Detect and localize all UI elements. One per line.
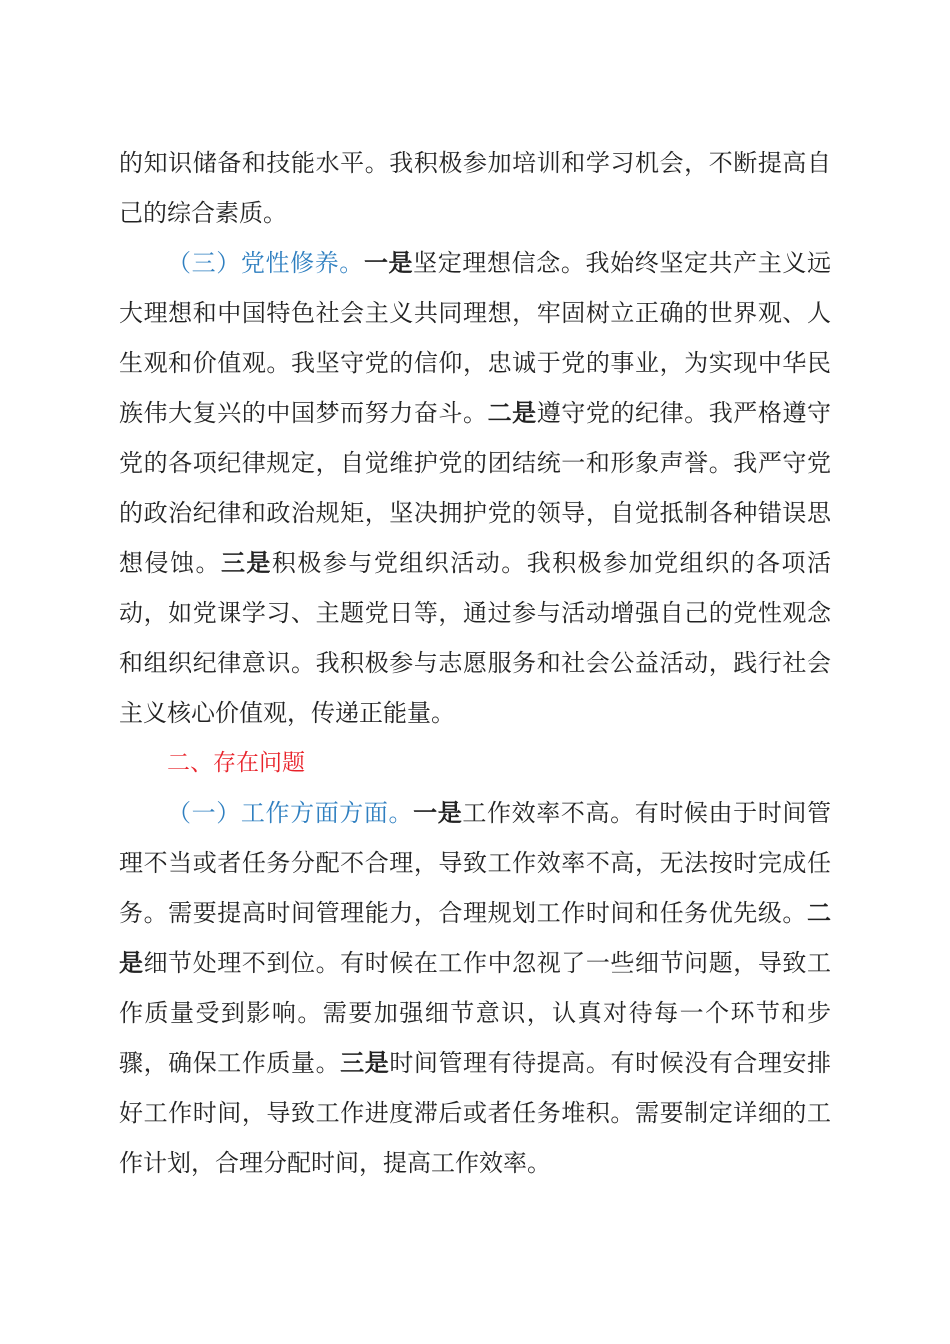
paragraph-text: 时间管理有待提高。有时候没有合理安排好工作时间，导致工作进度滞后或者任务堆积。需要制定详细的工作计划，合理分配时间，提高工作效率。 <box>119 1049 832 1177</box>
paragraph-text: 积极参与党组织活动。我积极参加党组织的各项活动，如党课学习、主题党日等，通过参与活动增强自己的党性观念和组织纪律意识。我积极参与志愿服务和社会公益活动，践行社会主义核心价值观，传递正能量。 <box>119 549 832 727</box>
lead-first: 一是 <box>413 798 463 827</box>
paragraph-text: 的知识储备和技能水平。我积极参加培训和学习机会，不断提高自己的综合素质。 <box>119 149 831 227</box>
paragraph-continuation <box>119 138 831 238</box>
subheading-work-aspects: （一）工作方面方面。 <box>167 799 414 827</box>
paragraph-text: 细节处理不到位。有时候在工作中忽视了一些细节问题，导致工作质量受到影响。需要加强细节意识，认真对待每一个环节和步骤，确保工作质量。 <box>119 949 832 1077</box>
paragraph-work-aspects <box>119 788 831 1188</box>
section-heading-problems: 二、存在问题 <box>167 750 305 776</box>
lead-first: 一是 <box>363 248 414 277</box>
paragraph-text: 坚定理想信念。我始终坚定共产主义远大理想和中国特色社会主义共同理想，牢固树立正确的世界观、人生观和价值观。我坚守党的信仰，忠诚于党的事业，为实现中华民族伟大复兴的中国梦而努力奋斗。 <box>119 249 832 427</box>
document-body <box>119 138 831 1188</box>
paragraph-party-cultivation <box>119 238 831 738</box>
paragraph-text: 遵守党的纪律。我严格遵守党的各项纪律规定，自觉维护党的团结统一和形象声誉。我严守党的政治纪律和政治规矩，坚决拥护党的领导，自觉抵制各种错误思想侵蚀。 <box>119 399 832 577</box>
lead-second: 二是 <box>119 898 831 977</box>
lead-third: 三是 <box>220 548 272 577</box>
lead-third: 三是 <box>340 1048 390 1077</box>
paragraph-text: 工作效率不高。有时候由于时间管理不当或者任务分配不合理，导致工作效率不高，无法按时完成任务。需要提高时间管理能力，合理规划工作时间和任务优先级。 <box>119 799 832 927</box>
subheading-party-cultivation: （三）党性修养。 <box>167 249 364 277</box>
lead-second: 二是 <box>487 398 537 427</box>
